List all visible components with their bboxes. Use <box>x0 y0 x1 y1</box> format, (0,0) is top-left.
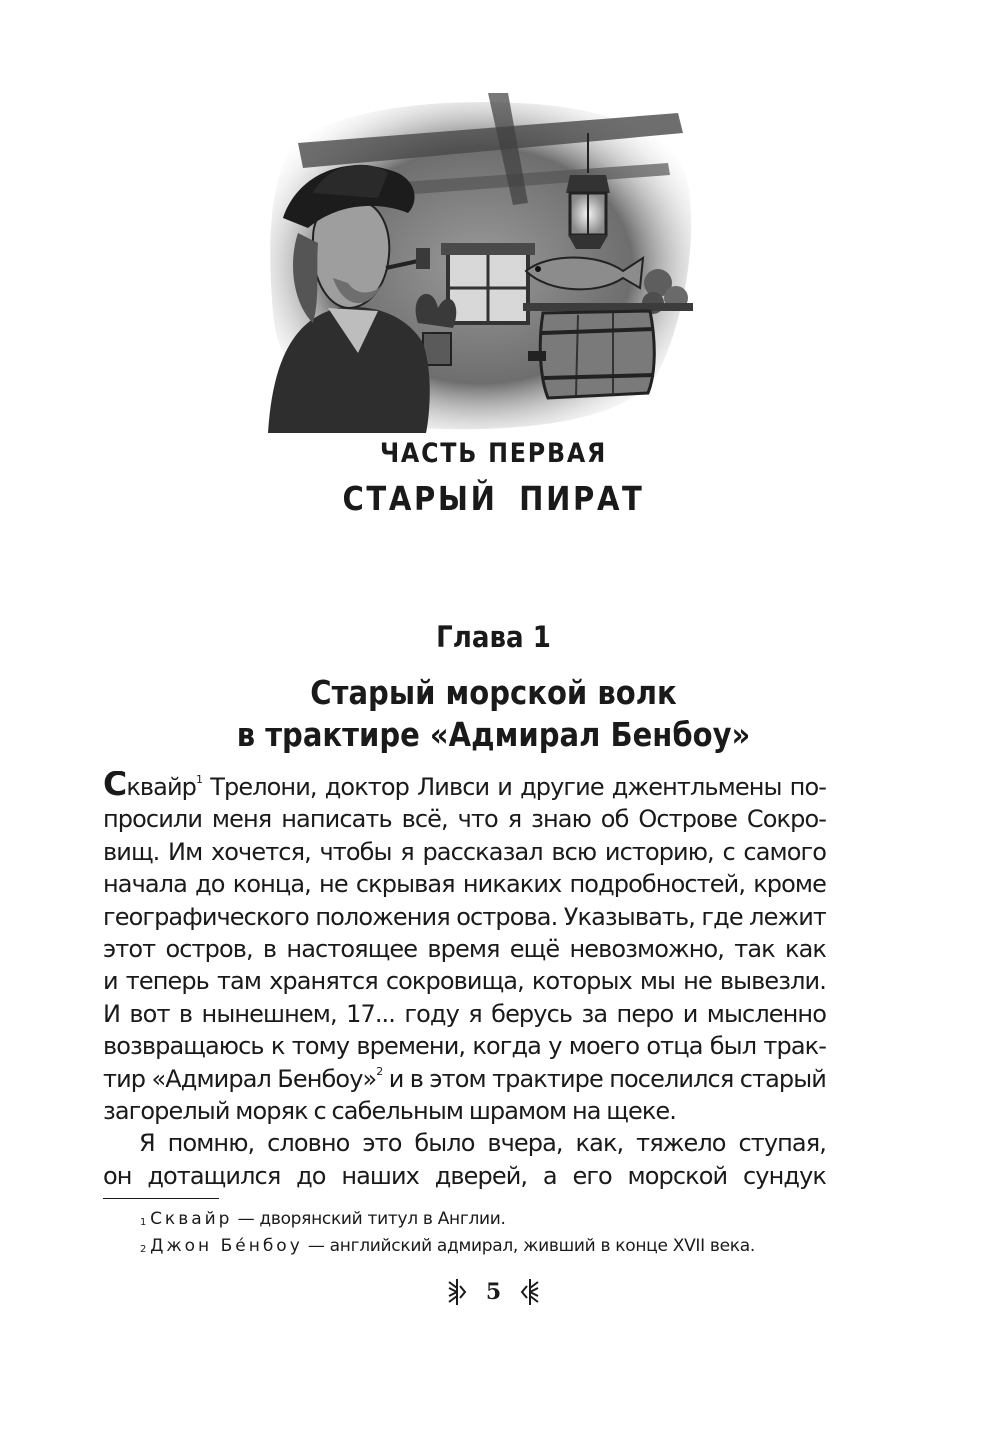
footnote-divider <box>103 1198 219 1199</box>
text-line: И вот в нынешнем, 17... году я берусь за перо и мысленно <box>103 999 826 1028</box>
chapter-title-line1: Старый морской волк <box>310 673 677 712</box>
page-footer <box>0 1278 987 1318</box>
text-line: тир «Адмирал Бенбоу»$^2$ и в этом трактире поселился старый <box>103 1064 826 1093</box>
text-line: Сквайр$^1$ Трелони, доктор Ливси и другие джентльмены по- <box>103 771 826 803</box>
page-number: 5 <box>485 1279 502 1305</box>
left-ornament-icon <box>447 1278 467 1306</box>
footnote-ref-2: 2 <box>376 1064 383 1078</box>
footnote-ref-1: 1 <box>196 773 203 786</box>
text-line: начала до конца, не скрывая никаких подробностей, кроме <box>103 870 826 899</box>
text-line: этот остров, в настоящее время ещё невозможно, так как <box>103 934 826 963</box>
chapter-number: Глава 1 <box>436 620 551 654</box>
text-line: просили меня написать всё, что я знаю об Острове Сокро- <box>103 805 826 834</box>
tavern-pirate-illustration <box>258 93 698 433</box>
footnotes <box>140 1206 840 1260</box>
part-title: СТАРЫЙ ПИРАТ <box>342 479 645 518</box>
text-line: и теперь там хранятся сокровища, которых мы не вывезли. <box>103 967 826 996</box>
footnote-1: $^1$ Сквайр — дворянский титул в Англии. <box>140 1209 506 1229</box>
chapter-body-text <box>103 771 826 1192</box>
right-ornament-icon <box>520 1278 540 1306</box>
footnote-2: $^2$ Джон Бе́нбоу — английский адмирал, живший в конце XVII века. <box>140 1236 755 1256</box>
text-line: загорелый моряк с сабельным шрамом на щеке. <box>103 1096 677 1125</box>
text-line: возвращаюсь к тому времени, когда у моего отца был трак- <box>103 1032 826 1061</box>
part-label: ЧАСТЬ ПЕРВАЯ <box>379 438 608 469</box>
text-line: вищ. Им хочется, чтобы я рассказал всю историю, с самого <box>103 837 826 866</box>
text-line: Я помню, словно это было вчера, как, тяжело ступая, <box>139 1129 826 1158</box>
text-line: географического положения острова. Указывать, где лежит <box>103 902 826 931</box>
drop-cap: С <box>103 771 127 803</box>
text-line: он дотащился до наших дверей, а его морской сундук <box>103 1161 826 1190</box>
chapter-title-line2: в трактире «Адмирал Бенбоу» <box>236 715 751 754</box>
